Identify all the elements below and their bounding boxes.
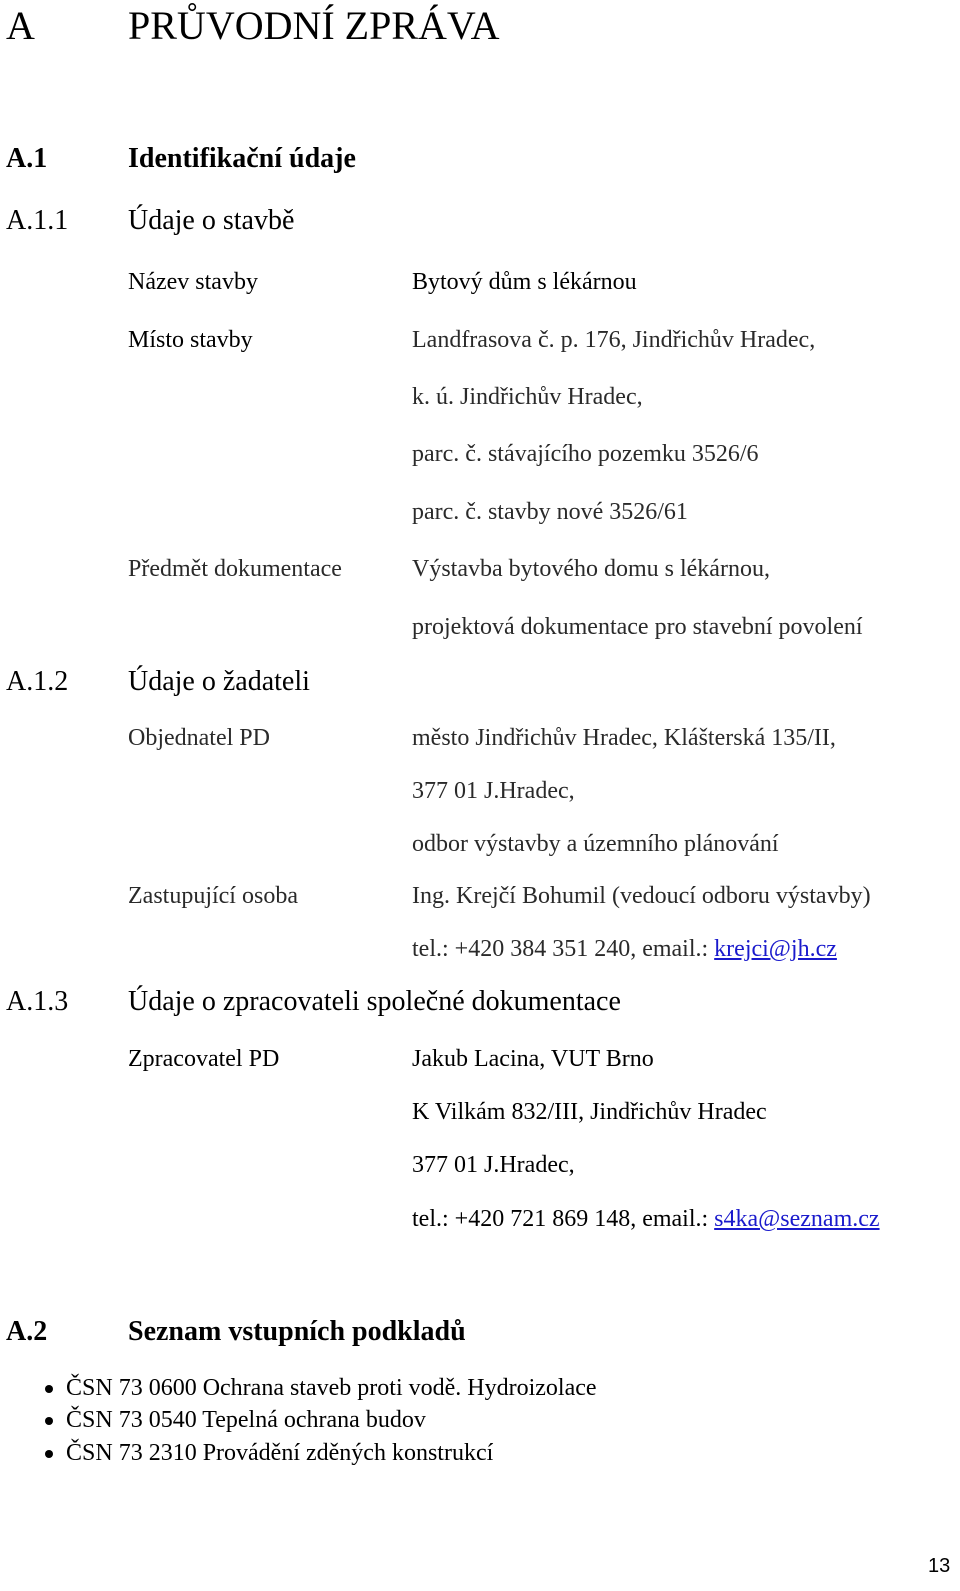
list-item: ČSN 73 0540 Tepelná ochrana budov — [66, 1407, 426, 1433]
bullet-icon — [45, 1385, 53, 1393]
section-number-a2: A.2 — [6, 1316, 48, 1347]
nazev-stavby-value: Bytový dům s lékárnou — [412, 269, 637, 295]
page-number: 13 — [928, 1555, 951, 1577]
bullet-icon — [45, 1417, 53, 1425]
zpracovatel-line: K Vilkám 832/III, Jindřichův Hradec — [412, 1099, 767, 1125]
section-title-a13: Údaje o zpracovateli společné dokumentace — [128, 986, 621, 1017]
zadatel-email-link[interactable]: krejci@jh.cz — [714, 936, 837, 962]
predmet-label: Předmět dokumentace — [128, 556, 342, 582]
misto-stavby-line: k. ú. Jindřichův Hradec, — [412, 384, 643, 410]
section-number-a1: A.1 — [6, 143, 48, 174]
section-number-a13: A.1.3 — [6, 986, 69, 1017]
zpracovatel-contact-line — [412, 1207, 880, 1231]
nazev-stavby-label: Název stavby — [128, 269, 258, 295]
section-title-a2: Seznam vstupních podkladů — [128, 1316, 466, 1347]
misto-stavby-line: parc. č. stávajícího pozemku 3526/6 — [412, 441, 759, 467]
objednatel-label: Objednatel PD — [128, 725, 270, 751]
objednatel-line: odbor výstavby a územního plánování — [412, 831, 779, 857]
section-title-a11: Údaje o stavbě — [128, 205, 295, 236]
zadatel-tel: tel.: +420 384 351 240, email.: — [412, 936, 715, 962]
zpracovatel-line: Jakub Lacina, VUT Brno — [412, 1046, 654, 1072]
zpracovatel-tel: tel.: +420 721 869 148, email.: — [412, 1206, 715, 1232]
list-item: ČSN 73 0600 Ochrana staveb proti vodě. Hydroizolace — [66, 1375, 597, 1401]
misto-stavby-label: Místo stavby — [128, 327, 253, 353]
misto-stavby-line: Landfrasova č. p. 176, Jindřichův Hradec, — [412, 327, 816, 353]
predmet-line: projektová dokumentace pro stavební povolení — [412, 614, 863, 640]
zastupujici-label: Zastupující osoba — [128, 883, 298, 909]
zpracovatel-email-link[interactable]: s4ka@seznam.cz — [714, 1206, 880, 1232]
section-title-a1: Identifikační údaje — [128, 143, 356, 174]
objednatel-line: město Jindřichův Hradec, Klášterská 135/II, — [412, 725, 836, 751]
list-item: ČSN 73 2310 Provádění zděných konstrukcí — [66, 1440, 494, 1466]
zpracovatel-label: Zpracovatel PD — [128, 1046, 280, 1072]
zpracovatel-line: 377 01 J.Hradec, — [412, 1152, 575, 1178]
section-number-a11: A.1.1 — [6, 205, 69, 236]
misto-stavby-line: parc. č. stavby nové 3526/61 — [412, 499, 688, 525]
chapter-letter: A — [6, 3, 35, 48]
section-title-a12: Údaje o žadateli — [128, 666, 310, 697]
bullet-icon — [45, 1450, 53, 1458]
zadatel-contact-line — [412, 937, 837, 961]
section-number-a12: A.1.2 — [6, 666, 69, 697]
zastupujici-line: Ing. Krejčí Bohumil (vedoucí odboru výstavby) — [412, 883, 871, 909]
predmet-line: Výstavba bytového domu s lékárnou, — [412, 556, 770, 582]
page-title: PRŮVODNÍ ZPRÁVA — [128, 3, 500, 48]
objednatel-line: 377 01 J.Hradec, — [412, 778, 575, 804]
